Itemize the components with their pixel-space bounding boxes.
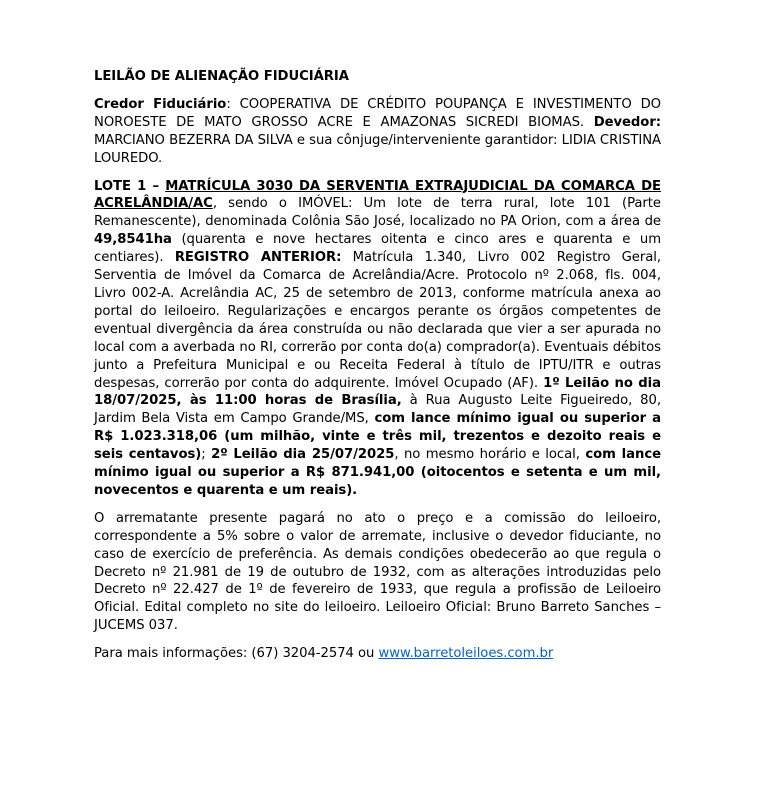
contato-text: Para mais informações: (67) 3204-2574 ou	[94, 646, 379, 662]
website-link[interactable]: www.barretoleiloes.com.br	[378, 646, 554, 662]
lote-text-1: , sendo o IMÓVEL: Um lote de terra rural, lote 101 (Parte Remanescente), denominada Colônia São José, localizado no PA Orion, com a área de	[94, 196, 661, 230]
lance1-text: com lance mínimo igual ou superior a R$ 1.023.318,06 (um milhão, vinte e três mil, trezentos e dezoito reais e seis centavos)	[94, 411, 661, 463]
lote-text-3: Matrícula 1.340, Livro 002 Registro Geral, Serventia de Imóvel da Comarca de Acrelândia/Acre. Protocolo nº 2.068, fls. 004, Livro 002-A. Acrelândia AC, 25 de setembro de 2013, conforme matrícula anexa ao portal do leiloeiro. Regularizações e encargos perante os órgãos competentes de eventual divergência da área construída ou não declarada que vier a ser apurada no local com a averbada no RI, correrão por conta do(a) comprador(a). Eventuais débitos junto a Prefeitura Municipal e ou Receita Federal à título de IPTU/ITR e outras despesas, correrão por conta do adquirente. Imóvel Ocupado (AF).	[94, 250, 661, 391]
leilao2-text: 2º Leilão dia 25/07/2025	[211, 447, 395, 463]
credor-text: : COOPERATIVA DE CRÉDITO POUPANÇA E INVESTIMENTO DO NOROESTE DE MATO GROSSO ACRE E AMAZONAS SICREDI BIOMAS.	[94, 96, 661, 130]
credor-label: Credor Fiduciário	[94, 96, 227, 112]
document-title: LEILÃO DE ALIENAÇÃO FIDUCIÁRIA	[94, 69, 349, 84]
lote-label: LOTE 1 –	[94, 178, 166, 194]
lance2-text: com lance mínimo igual ou superior a R$ 871.941,00 (oitocentos e setenta e um mil, novecentos e quarenta e um reais).	[94, 447, 661, 498]
lote-paragraph	[94, 178, 661, 500]
credor-paragraph	[94, 96, 661, 168]
matricula-text: MATRÍCULA 3030 DA SERVENTIA EXTRAJUDICIAL DA COMARCA DE ACRELÂNDIA/AC	[94, 178, 661, 212]
leilao1-text: 1º Leilão no dia 18/07/2025, às 11:00 horas de Brasília,	[94, 375, 661, 409]
registro-label: REGISTRO ANTERIOR:	[174, 250, 342, 266]
contato-paragraph	[94, 645, 661, 663]
arrematante-paragraph: O arrematante presente pagará no ato o preço e a comissão do leiloeiro, correspondente a 5% sobre o valor de arremate, inclusive o devedor fiduciante, no caso de exercício de preferência. As demais condições obedecerão ao que regula o Decreto nº 21.981 de 19 de outubro de 1932, com as alterações introduzidas pelo Decreto nº 22.427 de 1º de fevereiro de 1933, que regula a profissão de Leiloeiro Oficial. Edital completo no site do leiloeiro. Leiloeiro Oficial: Bruno Barreto Sanches – JUCEMS 037.	[94, 510, 661, 634]
lote-text-6: , no mesmo horário e local,	[394, 447, 586, 463]
devedor-text: MARCIANO BEZERRA DA SILVA e sua cônjuge/interveniente garantidor: LIDIA CRISTINA LOUREDO.	[94, 132, 661, 166]
lote-text-5: ;	[201, 447, 212, 463]
document-page	[94, 68, 661, 673]
lote-text-2: (quarenta e nove hectares oitenta e cinco ares e quarenta e um centiares).	[94, 232, 661, 266]
area-value: 49,8541ha	[94, 232, 172, 248]
devedor-label: Devedor:	[593, 114, 661, 130]
lote-text-4: à Rua Augusto Leite Figueiredo, 80, Jardim Bela Vista em Campo Grande/MS,	[94, 393, 662, 427]
